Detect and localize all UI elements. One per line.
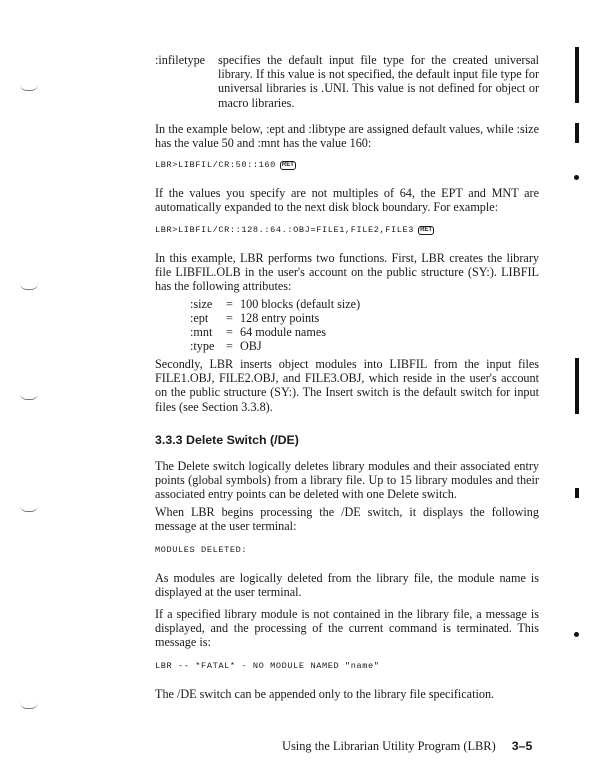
paragraph-logically-deleted: As modules are logically deleted from the library file, the module name is displayed at the user terminal. — [155, 571, 539, 600]
attribute-eq: = — [226, 339, 233, 353]
attribute-row — [190, 325, 326, 339]
attribute-name: :ept — [190, 311, 209, 325]
attribute-name: :type — [190, 339, 215, 353]
section-heading: 3.3.3 Delete Switch (/DE) — [155, 433, 299, 447]
change-bar — [575, 47, 579, 103]
command-text: LBR>LIBFIL/CR:50::160 — [155, 160, 276, 170]
attribute-row — [190, 339, 262, 353]
paragraph-multiples: If the values you specify are not multiples of 64, the EPT and MNT are automatically expanded to the next disk block boundary. For example: — [155, 186, 539, 215]
attribute-value: 100 blocks (default size) — [240, 297, 361, 311]
deletion-mark-dot — [574, 632, 579, 637]
footer-title: Using the Librarian Utility Program (LBR) — [282, 739, 496, 753]
paragraph-delete-switch: The Delete switch logically deletes library modules and their associated entry points (global symbols) from a library file. Up to 15 library modules and their associated entry points can be deleted with one Delete switch. — [155, 459, 539, 502]
attribute-row — [190, 311, 319, 325]
message-modules-deleted: MODULES DELETED: — [155, 545, 248, 555]
change-bar — [575, 358, 579, 414]
attribute-eq: = — [226, 297, 233, 311]
attribute-name: :mnt — [190, 325, 213, 339]
command-create-with-files — [155, 225, 434, 235]
attribute-name: :size — [190, 297, 213, 311]
attribute-value: OBJ — [240, 339, 262, 353]
margin-mark — [20, 283, 38, 290]
return-key-icon: RET — [281, 162, 294, 168]
definition-term: :infiletype — [155, 53, 206, 67]
paragraph-processing: When LBR begins processing the /DE switch, it displays the following message at the user terminal: — [155, 505, 539, 534]
margin-mark — [20, 393, 38, 400]
attribute-row — [190, 297, 360, 311]
attribute-value: 64 module names — [240, 325, 326, 339]
page-number: 3–5 — [511, 739, 533, 753]
change-bar — [575, 123, 579, 143]
attribute-value: 128 entry points — [240, 311, 320, 325]
command-text: LBR>LIBFIL/CR::128.:64.:OBJ=FILE1,FILE2,FILE3 — [155, 225, 415, 235]
message-fatal-error: LBR -- *FATAL* - NO MODULE NAMED "name" — [155, 661, 380, 671]
margin-mark — [20, 702, 38, 709]
return-key-icon: RET — [420, 227, 433, 233]
change-bar — [575, 488, 579, 498]
paragraph-two-functions: In this example, LBR performs two functions. First, LBR creates the library file LIBFIL.OLB in the user's account on the public structure (SY:). LIBFIL has the following attributes: — [155, 251, 539, 294]
attribute-eq: = — [226, 311, 233, 325]
command-create-library — [155, 160, 296, 170]
attribute-eq: = — [226, 325, 233, 339]
paragraph-append-only: The /DE switch can be appended only to the library file specification. — [155, 687, 495, 701]
margin-mark — [20, 84, 38, 91]
margin-mark — [20, 505, 38, 512]
page-footer — [282, 739, 532, 754]
definition-text: specifies the default input file type for the created universal library. If this value is not specified, the default input file type for universal libraries is .UNI. This value is not defined for object or macro libraries. — [218, 53, 539, 110]
paragraph-not-contained: If a specified library module is not contained in the library file, a message is displayed, and the processing of the current command is terminated. This message is: — [155, 607, 539, 650]
deletion-mark-dot — [574, 175, 579, 180]
paragraph-example-intro: In the example below, :ept and :libtype are assigned default values, while :size has the value 50 and :mnt has the value 160: — [155, 122, 539, 151]
paragraph-secondly: Secondly, LBR inserts object modules into LIBFIL from the input files FILE1.OBJ, FILE2.OBJ, and FILE3.OBJ, which reside in the user's account on the public structure (SY:). The Insert switch is the default switch for input files (see Section 3.3.8). — [155, 357, 539, 414]
